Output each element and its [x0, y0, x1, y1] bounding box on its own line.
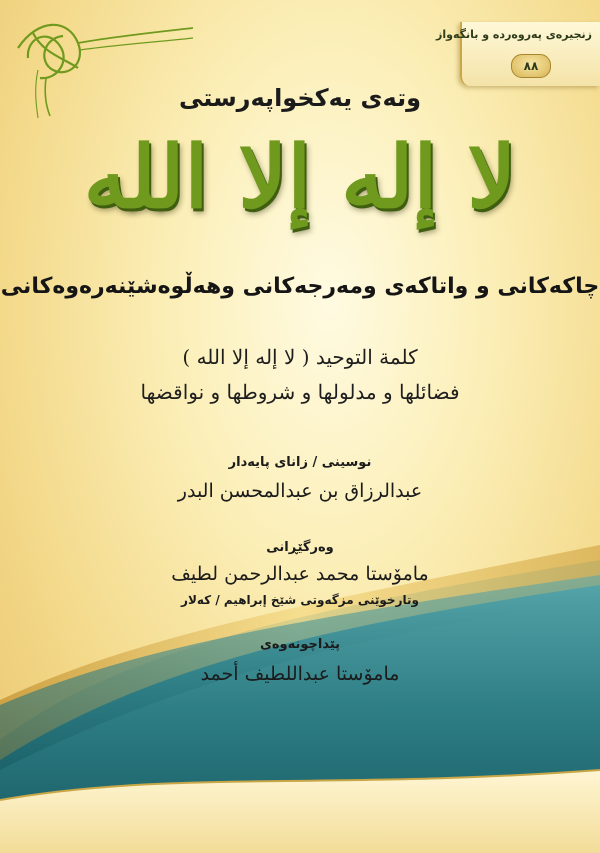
translator-label: وەرگێڕانی: [266, 540, 334, 555]
translator-note: وتارخوێنی مزگەوتی شێخ إبراهیم / کەلار: [181, 593, 419, 607]
shahada-title: لا إله إلا الله: [83, 127, 517, 228]
reviewer-name: مامۆستا عبداللطیف أحمد: [200, 663, 400, 685]
author-label: نوسینی / زانای پایەدار: [228, 455, 372, 470]
arabic-subtitle: فضائلها و مدلولها و شروطها و نواقضها: [140, 380, 460, 404]
reviewer-label: پێداچونەوەی: [259, 637, 341, 652]
series-tab: [436, 22, 600, 86]
cover-heading: وتەی یەکخواپەرستی: [179, 84, 421, 112]
author-name: عبدالرزاق بن عبدالمحسن البدر: [177, 480, 423, 502]
series-name: زنجیرەی پەروەردە و بانگەواز: [436, 28, 592, 41]
arabic-title: كلمة التوحيد ( لا إله إلا الله ): [182, 345, 418, 369]
translator-name: مامۆستا محمد عبدالرحمن لطیف: [171, 563, 429, 585]
series-number-badge: ٨٨: [511, 54, 551, 78]
cover-subtitle: چاکەکانی و واتاکەی ومەرجەکانی وهەڵوەشێنەرەوەکانی: [0, 274, 600, 299]
